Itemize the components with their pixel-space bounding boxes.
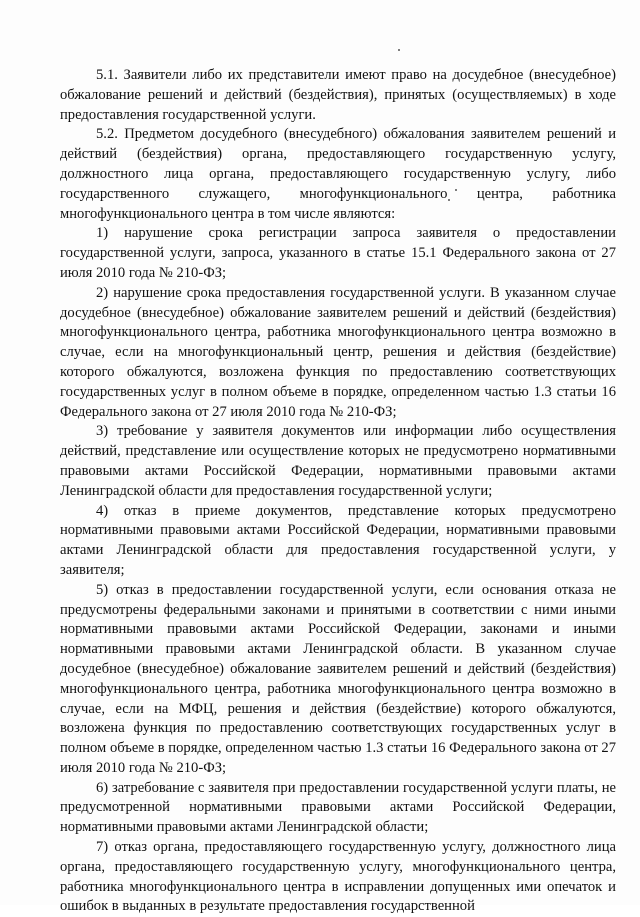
list-item-7: 7) отказ органа, предоставляющего государственную услугу, должностного лица органа, предоставляющего государственную услугу, многофункционального центра, работника многофункционального центра в исправлении допущенных ими опечаток и ошибок в выданных в результате предоставления государственной — [60, 839, 616, 915]
list-item-5: 5) отказ в предоставлении государственной услуги, если основания отказа не предусмотрены федеральными законами и принятыми в соответствии с ними иными нормативными правовыми актами Российской Федерации, законами и иными нормативными правовыми актами Ленинградской области. В указанном случае досудебное (внесудебное) обжалование заявителем решений и действий (бездействия) многофункционального центра, работника многофункционального центра возможно в случае, если на МФЦ, решения и действия (бездействие) которого обжалуются, возложена функция по предоставлению соответствующих государственных услуг в полном объеме в порядке, определенном частью 1.3 статьи 16 Федерального закона от 27 июля 2010 года № 210-ФЗ; — [60, 581, 616, 776]
list-item-3: 3) требование у заявителя документов или информации либо осуществления действий, представление или осуществление которых не предусмотрено нормативными правовыми актами Российской Федерации, нормативными правовыми актами Ленинградской области для предоставления государственной услуги; — [60, 423, 616, 499]
paragraph-5-2: 5.2. Предметом досудебного (внесудебного) обжалования заявителем решений и действий (бездействия) органа, предоставляющего государственную услугу, должностного лица органа, предоставляющего государственную услугу, либо государственного служащего, многофункционального центра, работника многофункционального центра в том числе являются: — [60, 126, 616, 222]
list-item-4: 4) отказ в приеме документов, представление которых предусмотрено нормативными правовыми актами Российской Федерации, нормативными правовыми актами Ленинградской области для предоставления государственной услуги, у заявителя; — [60, 502, 616, 578]
document-body — [60, 66, 616, 917]
list-item-6: 6) затребование с заявителя при предоставлении государственной услуги платы, не предусмотренной нормативными правовыми актами Российской Федерации, нормативными правовыми актами Ленинградской области; — [60, 779, 616, 836]
list-item-1: 1) нарушение срока регистрации запроса заявителя о предоставлении государственной услуги, запроса, указанного в статье 15.1 Федерального закона от 27 июля 2010 года № 210-ФЗ; — [60, 225, 616, 281]
scan-speck — [398, 49, 400, 51]
list-item-2: 2) нарушение срока предоставления государственной услуги. В указанном случае досудебное (внесудебное) обжалование заявителем решений и действий (бездействия) многофункционального центра, работника многофункционального центра возможно в случае, если на многофункциональный центр, решения и действия (бездействие) которого обжалуются, возложена функция по предоставлению соответствующих государственных услуг в полном объеме в порядке, определенном частью 1.3 статьи 16 Федерального закона от 27 июля 2010 года № 210-ФЗ; — [60, 284, 616, 420]
paragraph-5-1: 5.1. Заявители либо их представители имеют право на досудебное (внесудебное) обжалование решений и действий (бездействия), принятых (осуществляемых) в ходе предоставления государственной услуги. — [60, 67, 616, 123]
